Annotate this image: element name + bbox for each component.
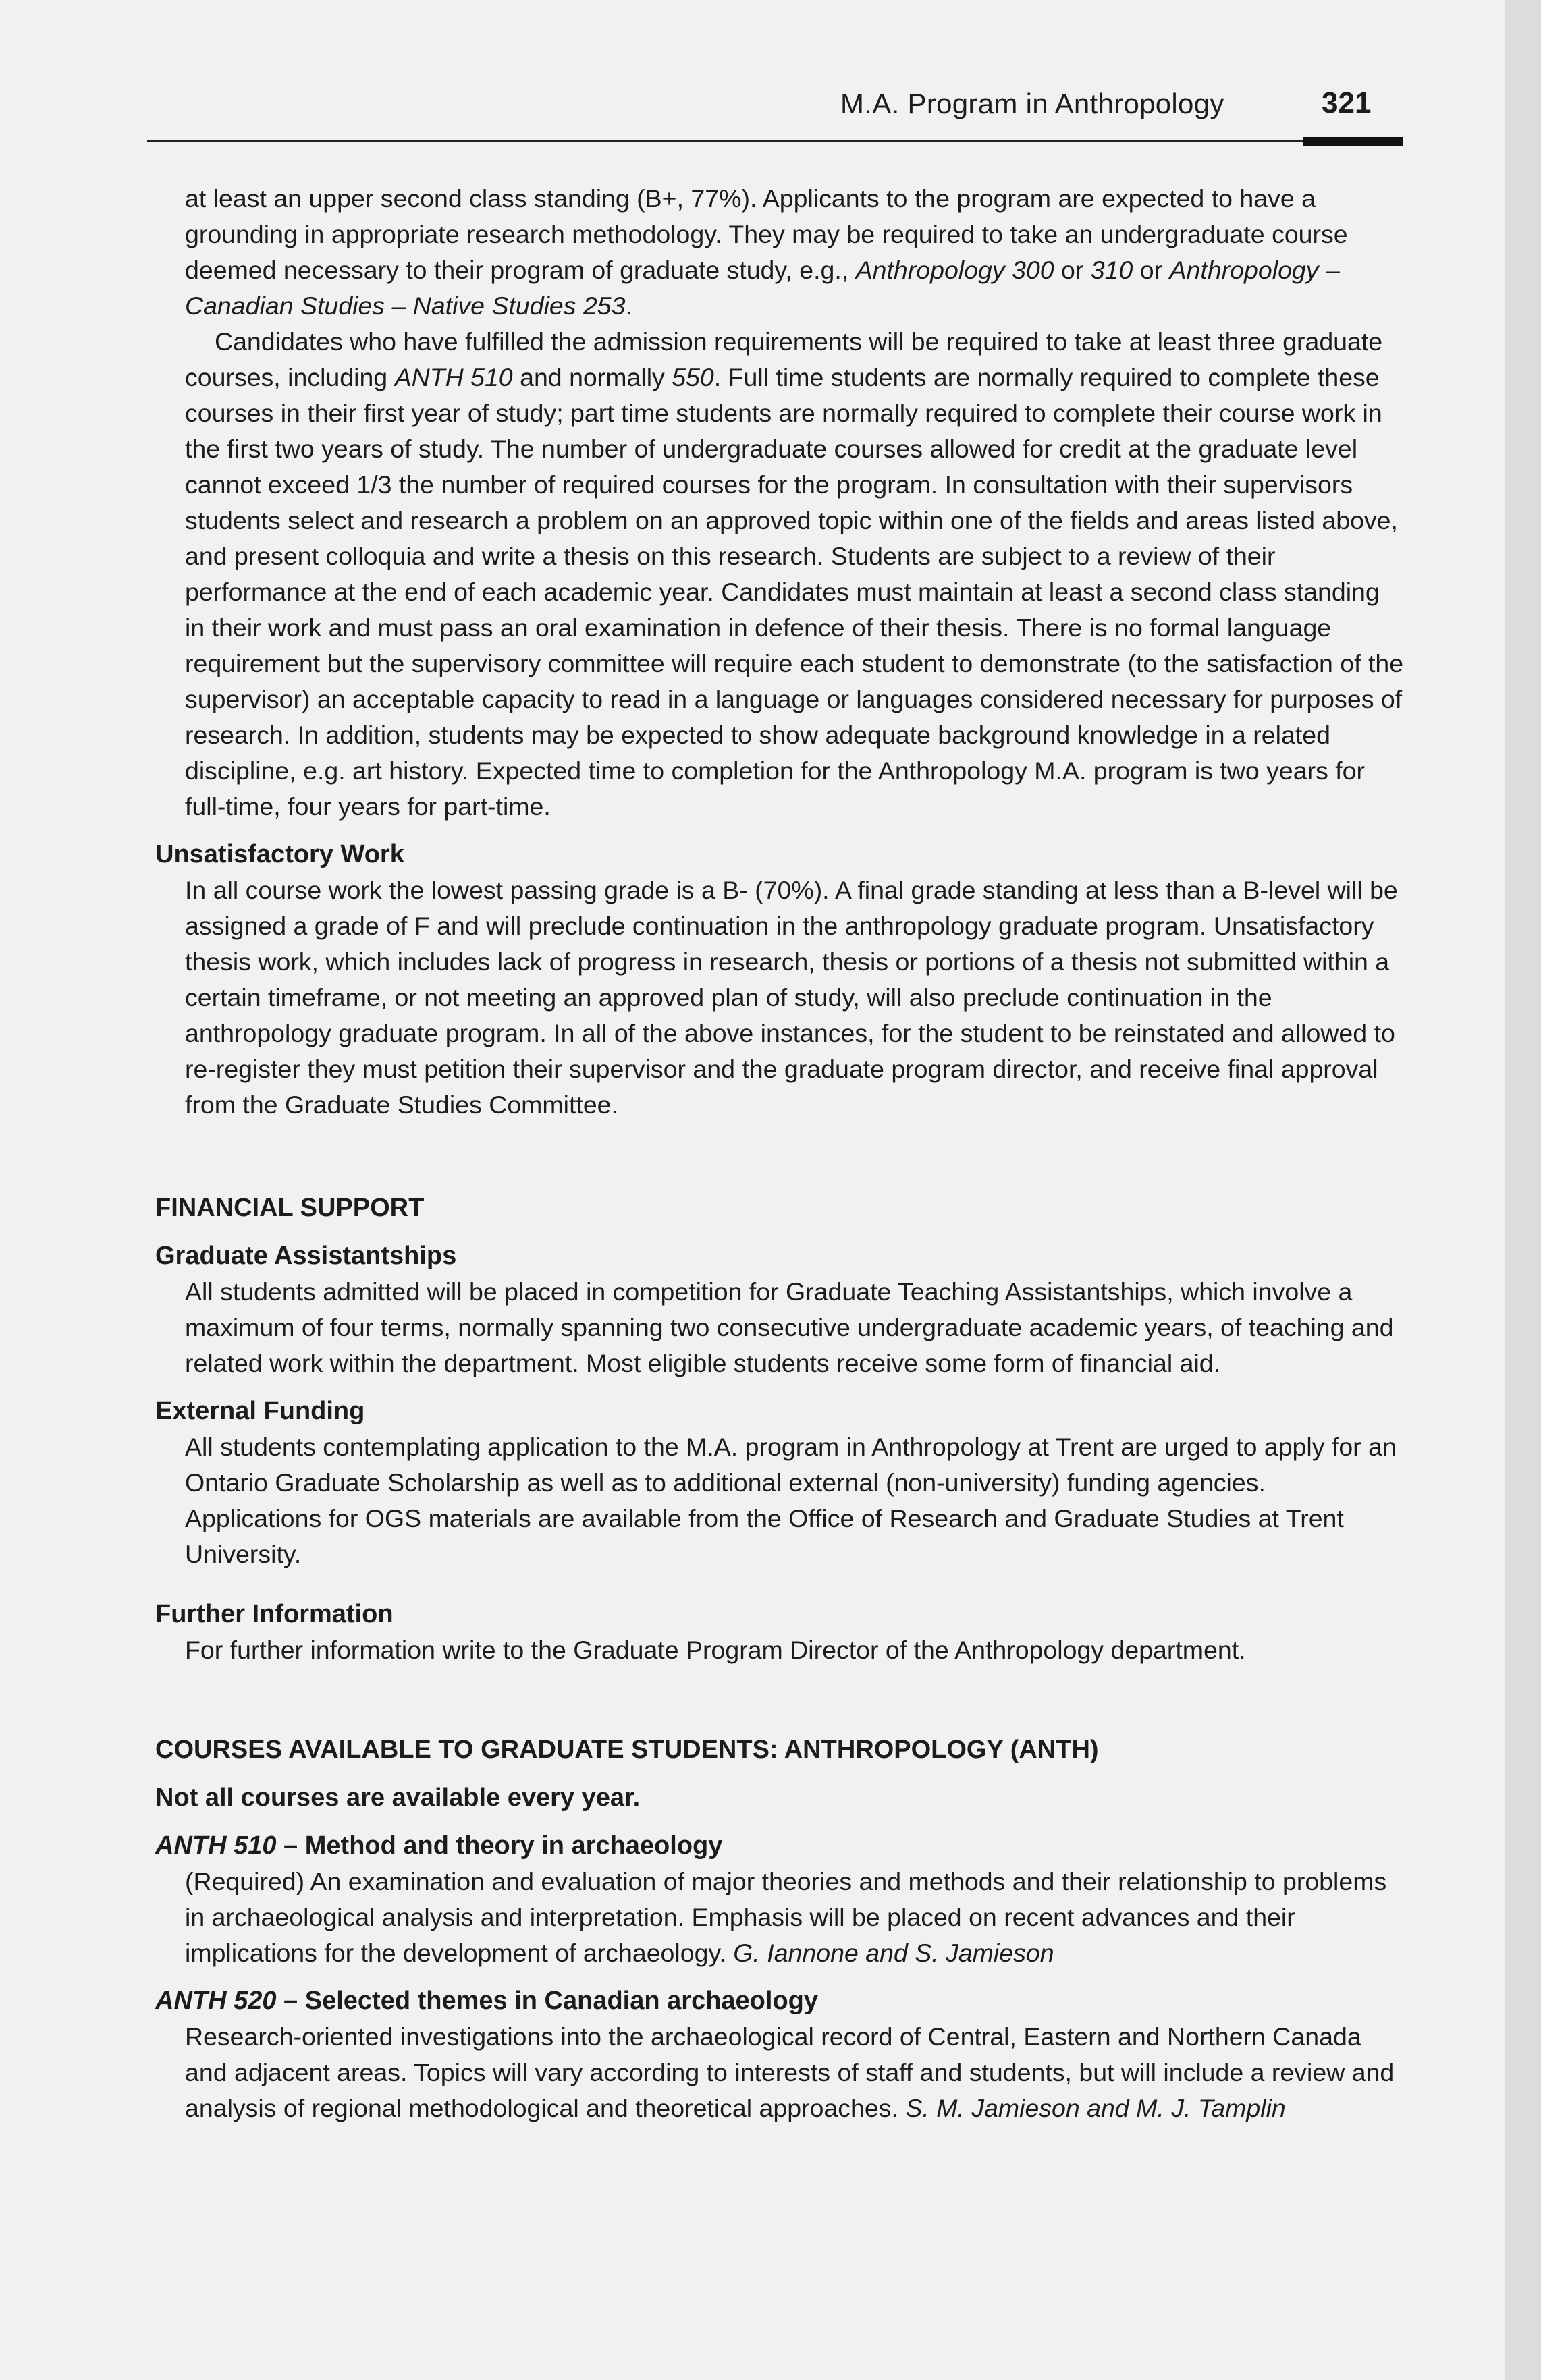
admission-paragraph-2: Candidates who have fulfilled the admission requirements will be required to take at least three graduate courses, including ANTH 510 and normally 550. Full time students are normally required to complete these courses in their first year of study; part time students are normally required to complete their course work in the first two years of study. The number of undergraduate courses allowed for credit at the graduate level cannot exceed 1/3 the number of required courses for the program. In consultation with their supervisors students select and research a problem on an approved topic within one of the fields and areas listed above, and present colloquia and write a thesis on this research. Students are subject to a review of their performance at the end of each academic year. Candidates must maintain at least a second class standing in their work and must pass an oral examination in defence of their thesis. There is no formal language requirement but the supervisory committee will require each student to demonstrate (to the satisfaction of the supervisor) an acceptable capacity to read in a language or languages considered necessary for purposes of research. In addition, students may be expected to show adequate background knowledge in a related discipline, e.g. art history. Expected time to completion for the Anthropology M.A. program is two years for full-time, four years for part-time. — [185, 327, 1404, 821]
course-code: ANTH 520 — [155, 1987, 277, 2015]
courses-availability-note: Not all courses are available every year. — [155, 1783, 641, 1812]
page-edge-shadow — [1505, 0, 1541, 2380]
course-heading — [155, 1828, 1404, 1864]
course-heading — [155, 1983, 1404, 2019]
course-code: ANTH 510 — [155, 1831, 277, 1860]
header-rule — [147, 140, 1403, 142]
financial-support-heading: FINANCIAL SUPPORT — [155, 1194, 425, 1222]
page-content — [155, 181, 1404, 2126]
header-rule-accent — [1303, 137, 1403, 146]
course-title: – Method and theory in archaeology — [276, 1831, 723, 1860]
course-instructors: G. Iannone and S. Jamieson — [733, 1939, 1054, 1967]
further-information-body: For further information write to the Graduate Program Director of the Anthropology department. — [185, 1636, 1246, 1664]
course-instructors: S. M. Jamieson and M. J. Tamplin — [905, 2094, 1286, 2122]
course-description: Research-oriented investigations into the archaeological record of Central, Eastern and Northern Canada and adjacent areas. Topics will vary according to interests of staff and students, but will include a review and analysis of regional methodological and theoretical approaches. S. M. Jamieson and M. J. Tamplin — [185, 2022, 1395, 2122]
admission-section — [185, 181, 1404, 825]
assistantships-body: All students admitted will be placed in competition for Graduate Teaching Assistantships, which involve a maximum of four terms, normally spanning two consecutive undergraduate academic years, of teaching and related work within the department. Most eligible students receive some form of financial aid. — [185, 1277, 1394, 1377]
course-description: (Required) An examination and evaluation of major theories and methods and their relationship to problems in archaeological analysis and interpretation. Emphasis will be placed on recent advances and their implications for the development of archaeology. G. Iannone and S. Jamieson — [185, 1867, 1387, 1967]
course-title: – Selected themes in Canadian archaeology — [276, 1987, 819, 2015]
assistantships-heading: Graduate Assistantships — [155, 1242, 457, 1270]
page-number: 321 — [1322, 86, 1372, 119]
external-funding-body: All students contemplating application to the M.A. program in Anthropology at Trent are urged to apply for an Ontario Graduate Scholarship as well as to additional external (non-university) funding agencies. Applications for OGS materials are available from the Office of Research and Graduate Studies at Trent University. — [185, 1433, 1397, 1568]
course-entry — [155, 1828, 1404, 1971]
unsatisfactory-heading: Unsatisfactory Work — [155, 840, 404, 868]
external-funding-heading: External Funding — [155, 1397, 365, 1425]
course-entry — [155, 1983, 1404, 2126]
admission-paragraph-1: at least an upper second class standing (B+, 77%). Applicants to the program are expected to have a grounding in appropriate research methodology. They may be required to take an undergraduate course deemed necessary to their program of graduate study, e.g., Anthropology 300 or 310 or Anthropology – Canadian Studies – Native Studies 253. — [185, 184, 1348, 320]
unsatisfactory-body: In all course work the lowest passing grade is a B- (70%). A final grade standing at less than a B-level will be assigned a grade of F and will preclude continuation in the anthropology graduate program. Unsatisfactory thesis work, which includes lack of progress in research, thesis or portions of a thesis not submitted within a certain timeframe, or not meeting an approved plan of study, will also preclude continuation in the anthropology graduate program. In all of the above instances, for the student to be reinstated and allowed to re-register they must petition their supervisor and the graduate program director, and receive final approval from the Graduate Studies Committee. — [185, 876, 1398, 1119]
running-title: M.A. Program in Anthropology — [840, 88, 1224, 119]
further-information-heading: Further Information — [155, 1600, 394, 1628]
courses-heading: COURSES AVAILABLE TO GRADUATE STUDENTS: ANTHROPOLOGY (ANTH) — [155, 1736, 1099, 1764]
